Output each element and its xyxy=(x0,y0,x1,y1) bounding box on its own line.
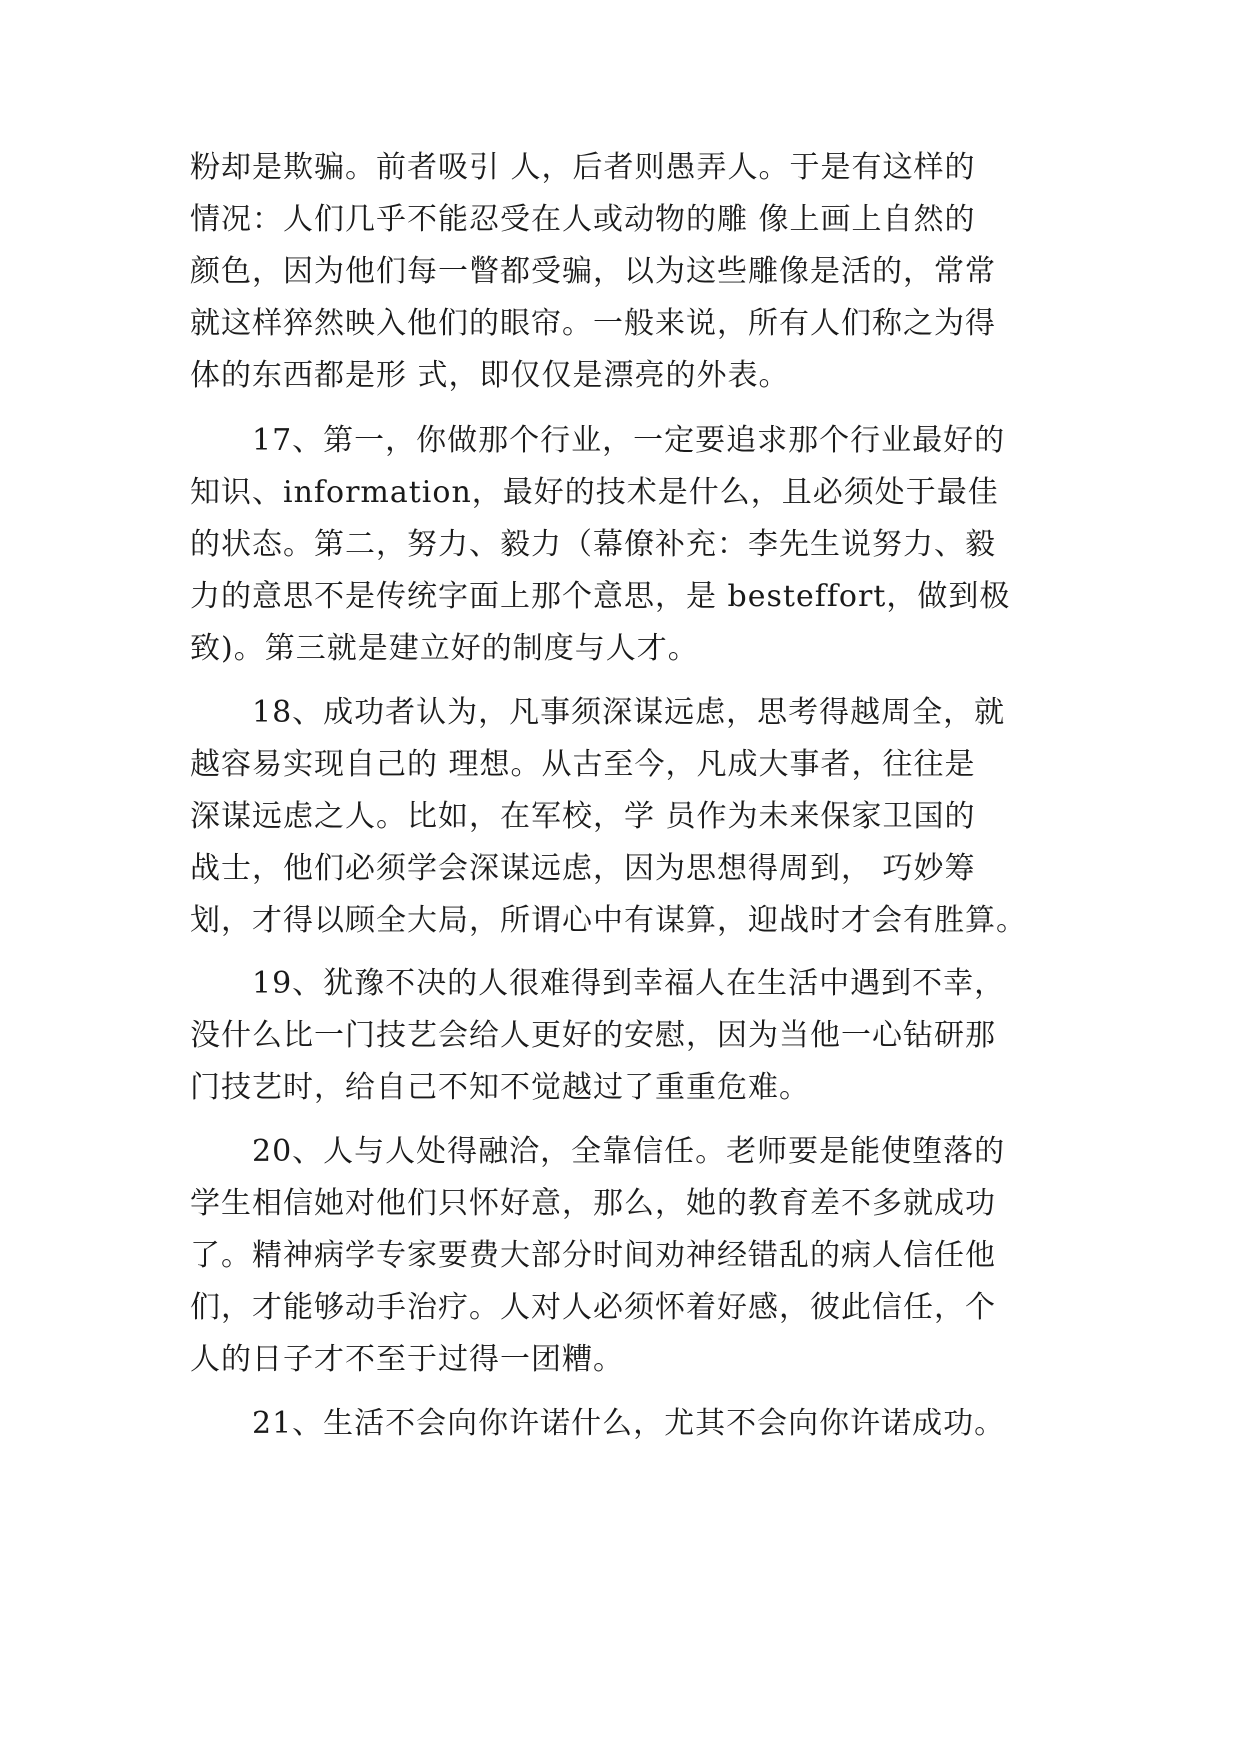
paragraph-17-start: 17、第一，你做那个行业，一定要追求那个行业最好的 xyxy=(252,423,1006,458)
text-line: 越容易实现自己的 理想。从古至今，凡成大事者，往往是 xyxy=(190,747,976,782)
text-line: 学生相信她对他们只怀好意，那么，她的教育差不多就成功 xyxy=(190,1186,996,1221)
paragraph-20-start: 20、人与人处得融洽，全靠信任。老师要是能使堕落的 xyxy=(252,1134,1006,1169)
paragraph-19-start: 19、犹豫不决的人很难得到幸福人在生活中遇到不幸， xyxy=(252,966,1006,1001)
text-line: 就这样猝然映入他们的眼帘。一般来说，所有人们称之为得 xyxy=(190,306,996,341)
paragraph-18-start: 18、成功者认为，凡事须深谋远虑，思考得越周全，就 xyxy=(252,695,1006,730)
text-line: 了。精神病学专家要费大部分时间劝神经错乱的病人信任他 xyxy=(190,1238,996,1273)
text-line: 战士，他们必须学会深谋远虑，因为思想得周到， 巧妙筹 xyxy=(190,851,976,886)
text-line: 的状态。第二，努力、毅力（幕僚补充：李先生说努力、毅 xyxy=(190,527,996,562)
text-line: 情况：人们几乎不能忍受在人或动物的雕 像上画上自然的 xyxy=(190,202,976,237)
text-line: 粉却是欺骗。前者吸引 人，后者则愚弄人。于是有这样的 xyxy=(190,150,976,185)
text-line: 们，才能够动手治疗。人对人必须怀着好感，彼此信任，个 xyxy=(190,1290,996,1325)
text-line: 门技艺时，给自己不知不觉越过了重重危难。 xyxy=(190,1070,810,1105)
text-line: 致)。第三就是建立好的制度与人才。 xyxy=(190,631,699,666)
text-line: 知识、information，最好的技术是什么，且必须处于最佳 xyxy=(190,475,999,510)
text-line: 划，才得以顾全大局，所谓心中有谋算，迎战时才会有胜算。 xyxy=(190,903,1027,938)
text-line: 人的日子才不至于过得一团糟。 xyxy=(190,1342,624,1377)
paragraph-21-start: 21、生活不会向你许诺什么，尤其不会向你许诺成功。 xyxy=(252,1406,1006,1441)
text-line: 颜色，因为他们每一瞥都受骗，以为这些雕像是活的，常常 xyxy=(190,254,996,289)
text-line: 没什么比一门技艺会给人更好的安慰，因为当他一心钻研那 xyxy=(190,1018,996,1053)
text-line: 力的意思不是传统字面上那个意思，是 besteffort，做到极 xyxy=(190,579,1011,614)
text-line: 深谋远虑之人。比如，在军校，学 员作为未来保家卫国的 xyxy=(190,799,976,834)
text-line: 体的东西都是形 式，即仅仅是漂亮的外表。 xyxy=(190,358,790,393)
